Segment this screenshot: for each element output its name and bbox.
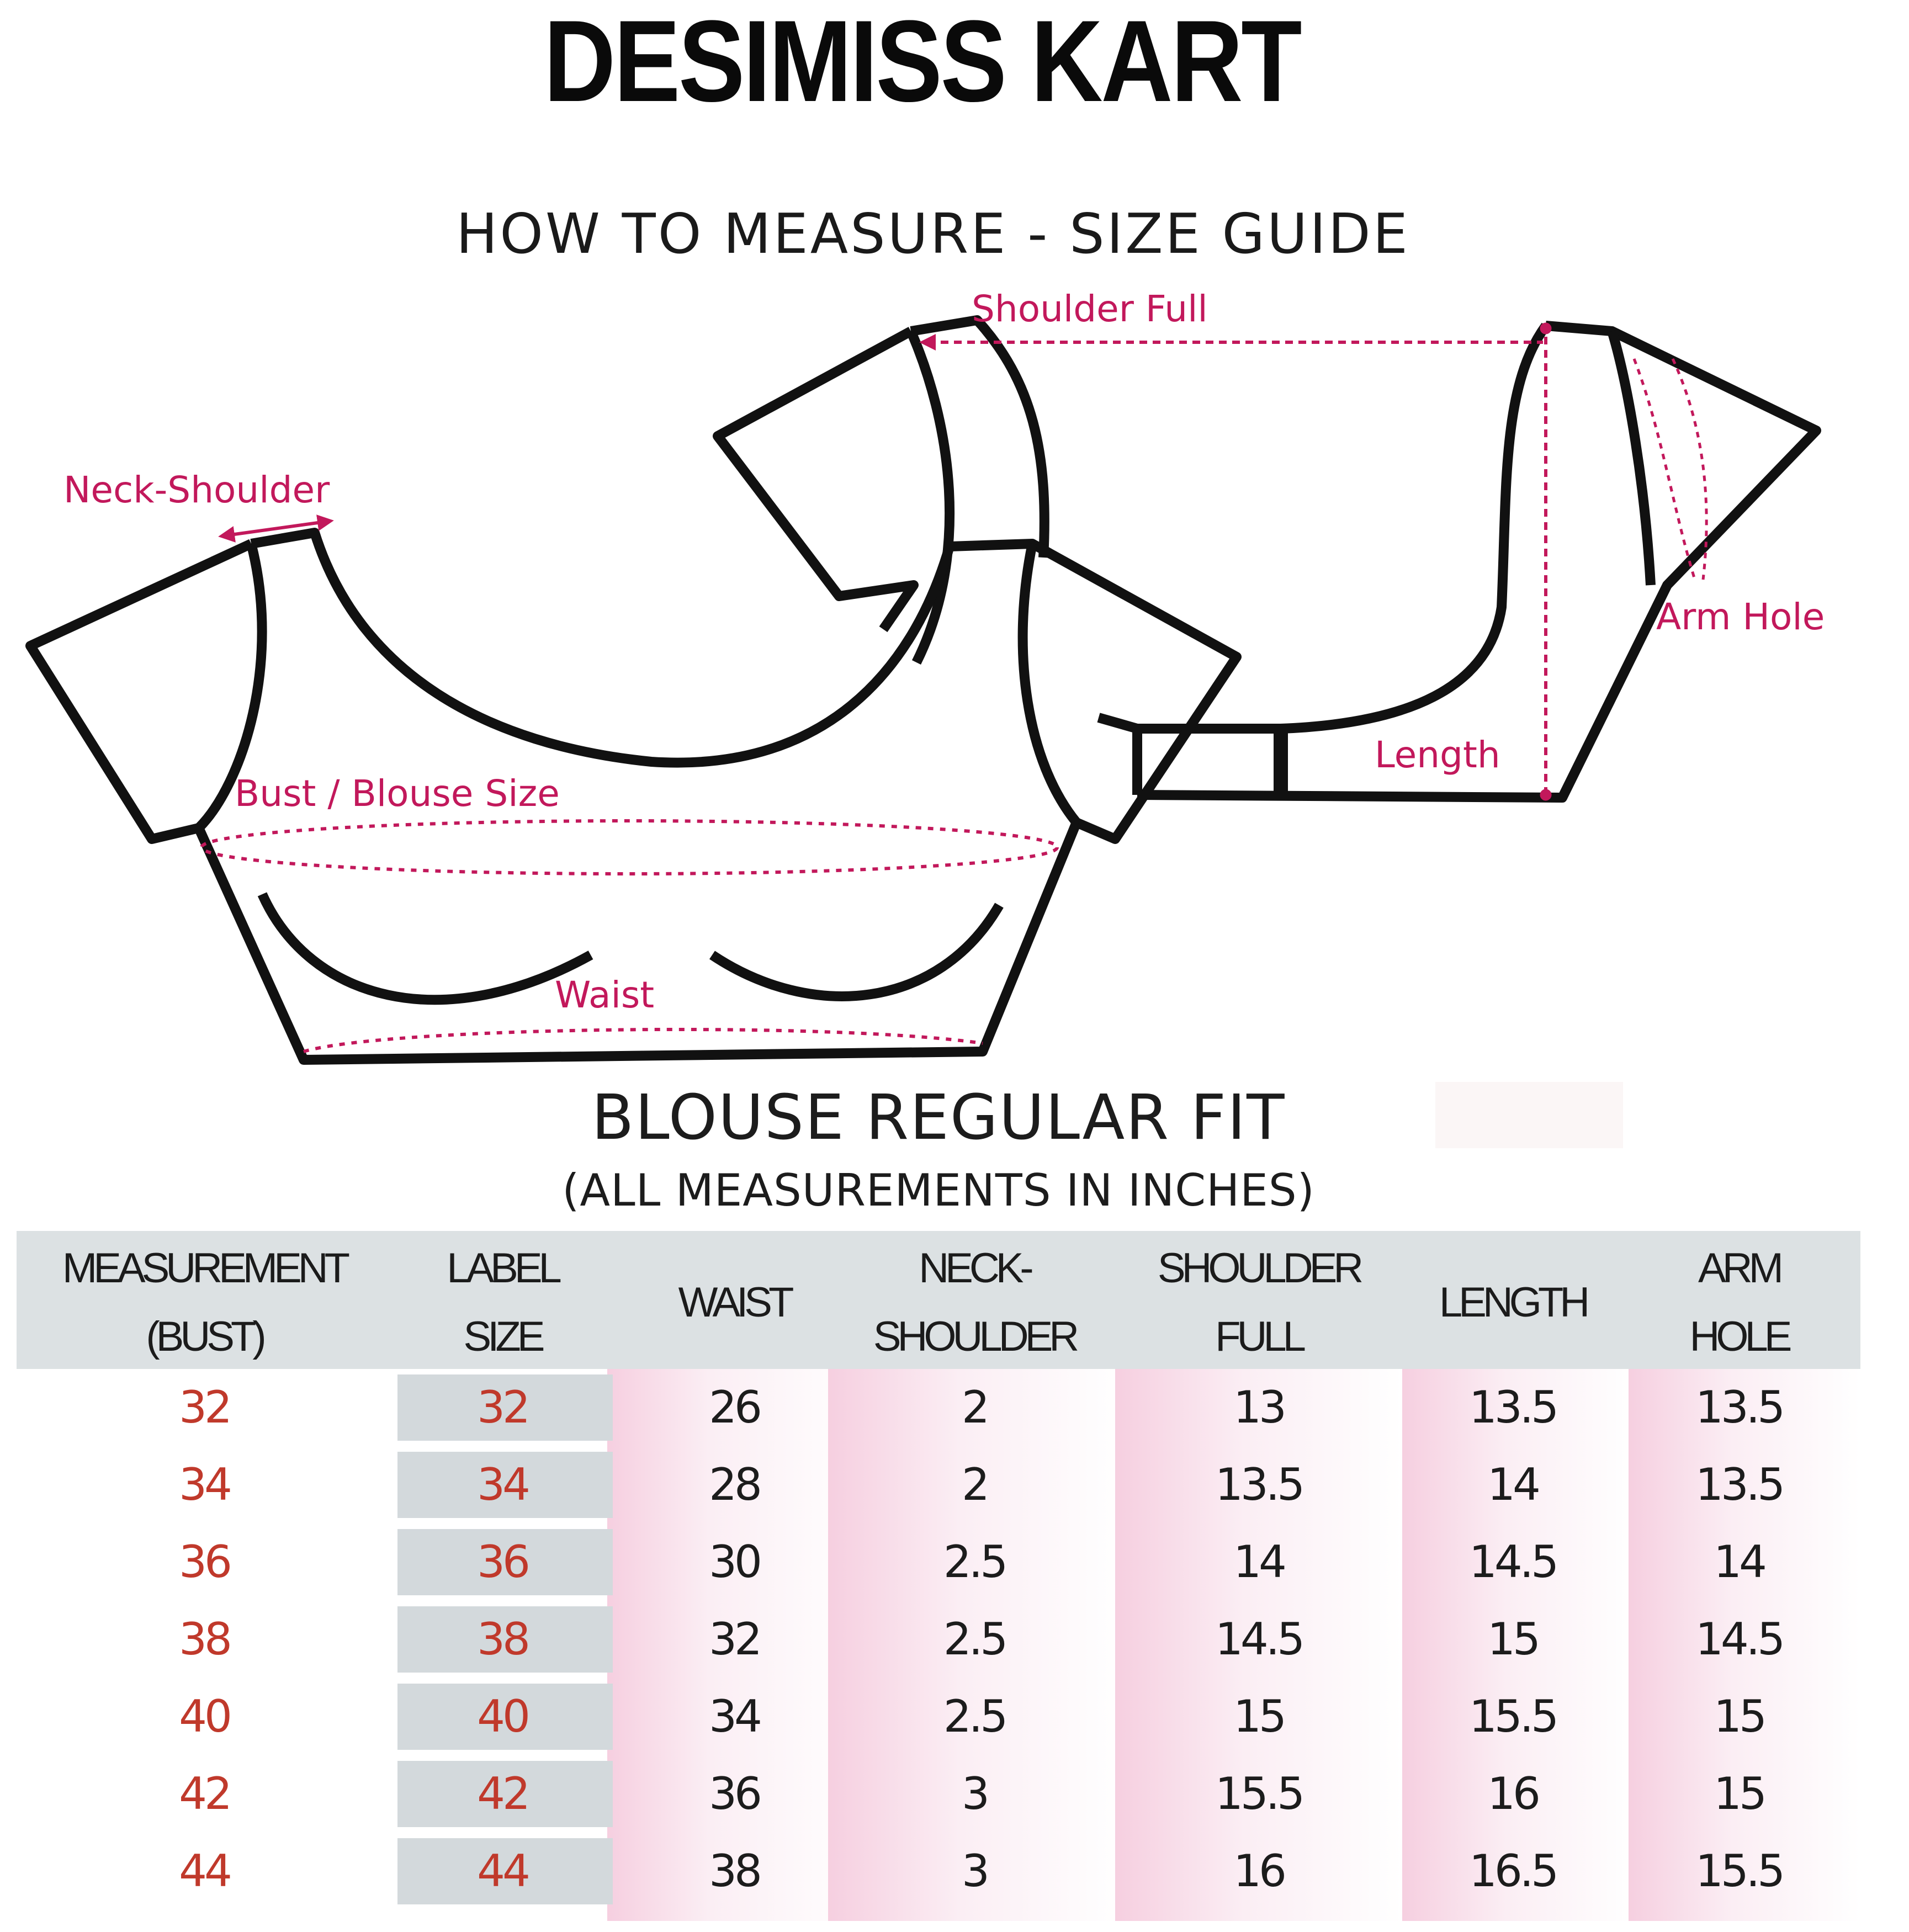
- cell-shoulder-full: 15: [1233, 1691, 1284, 1742]
- cell-waist: 38: [709, 1845, 760, 1897]
- table-row: [17, 1755, 1860, 1833]
- blouse-back-view: [718, 320, 1816, 798]
- cell-arm-hole: 15: [1714, 1691, 1764, 1742]
- cell-neck-shoulder: 2.5: [943, 1691, 1006, 1742]
- cell-label-size: 42: [477, 1768, 528, 1819]
- cell-shoulder-full: 16: [1233, 1845, 1284, 1897]
- cell-shoulder-full: 13.5: [1215, 1459, 1303, 1510]
- cell-length: 15.5: [1468, 1691, 1557, 1742]
- cell-shoulder-full: 15.5: [1215, 1768, 1303, 1819]
- cell-neck-shoulder: 3: [962, 1768, 987, 1819]
- cell-length: 16.5: [1468, 1845, 1557, 1897]
- cell-waist: 28: [709, 1459, 760, 1510]
- table-row: [17, 1446, 1860, 1524]
- cell-length: 15: [1487, 1613, 1538, 1665]
- cell-waist: 30: [709, 1536, 760, 1588]
- cell-arm-hole: 13.5: [1695, 1459, 1783, 1510]
- size-guide-title: HOW TO MEASURE - SIZE GUIDE: [456, 201, 1410, 266]
- cell-neck-shoulder: 3: [962, 1845, 987, 1897]
- header-arm-hole: ARM HOLE: [1689, 1245, 1789, 1360]
- cell-bust: 34: [179, 1459, 230, 1510]
- table-row: [17, 1678, 1860, 1755]
- label-arm-hole: Arm Hole: [1656, 596, 1825, 638]
- table-row: [17, 1524, 1860, 1601]
- cell-label-size: 34: [477, 1459, 528, 1510]
- cell-arm-hole: 14.5: [1695, 1613, 1783, 1665]
- header-label-size: LABEL SIZE: [447, 1245, 558, 1360]
- cell-length: 16: [1487, 1768, 1538, 1819]
- cell-bust: 36: [179, 1536, 230, 1588]
- header-waist: WAIST: [678, 1279, 791, 1326]
- cell-bust: 32: [179, 1382, 230, 1433]
- brand-title: DESIMISS KART: [543, 0, 1301, 126]
- cell-waist: 26: [709, 1382, 760, 1433]
- cell-bust: 38: [179, 1613, 230, 1665]
- cell-neck-shoulder: 2.5: [943, 1613, 1006, 1665]
- cell-neck-shoulder: 2.5: [943, 1536, 1006, 1588]
- cell-bust: 40: [179, 1691, 230, 1742]
- cell-shoulder-full: 14: [1233, 1536, 1284, 1588]
- header-neck-shoulder: NECK- SHOULDER: [873, 1245, 1076, 1360]
- cell-arm-hole: 14: [1714, 1536, 1764, 1588]
- header-measurement-bust: MEASUREMENT (BUST): [62, 1245, 347, 1360]
- cell-label-size: 44: [477, 1845, 528, 1897]
- diagram-labels: [63, 288, 1825, 1016]
- cell-length: 14: [1487, 1459, 1538, 1510]
- cell-waist: 32: [709, 1613, 760, 1665]
- label-bust: Bust / Blouse Size: [235, 772, 560, 815]
- cell-arm-hole: 15.5: [1695, 1845, 1783, 1897]
- cell-bust: 44: [179, 1845, 230, 1897]
- cell-label-size: 38: [477, 1613, 528, 1665]
- table-row: [17, 1369, 1860, 1446]
- cell-neck-shoulder: 2: [962, 1459, 987, 1510]
- label-neck-shoulder: Neck-Shoulder: [63, 469, 330, 511]
- cell-neck-shoulder: 2: [962, 1382, 987, 1433]
- cell-waist: 36: [709, 1768, 760, 1819]
- size-chart-table: [17, 1231, 1860, 1921]
- cell-shoulder-full: 14.5: [1215, 1613, 1303, 1665]
- header-shoulder-full: SHOULDER FULL: [1157, 1245, 1360, 1360]
- cell-bust: 42: [179, 1768, 230, 1819]
- cell-shoulder-full: 13: [1233, 1382, 1284, 1433]
- table-row: [17, 1601, 1860, 1678]
- cell-waist: 34: [709, 1691, 760, 1742]
- fit-subtitle: (ALL MEASUREMENTS IN INCHES): [562, 1165, 1315, 1216]
- cell-length: 14.5: [1468, 1536, 1557, 1588]
- label-shoulder-full: Shoulder Full: [972, 288, 1208, 330]
- table-row: [17, 1833, 1860, 1910]
- header-length: LENGTH: [1439, 1279, 1587, 1326]
- fit-title: BLOUSE REGULAR FIT: [591, 1082, 1286, 1154]
- cell-length: 13.5: [1468, 1382, 1557, 1433]
- cell-arm-hole: 15: [1714, 1768, 1764, 1819]
- cell-label-size: 32: [477, 1382, 528, 1433]
- cell-label-size: 36: [477, 1536, 528, 1588]
- label-waist: Waist: [555, 974, 655, 1016]
- cell-label-size: 40: [477, 1691, 528, 1742]
- label-length: Length: [1375, 734, 1500, 776]
- cell-arm-hole: 13.5: [1695, 1382, 1783, 1433]
